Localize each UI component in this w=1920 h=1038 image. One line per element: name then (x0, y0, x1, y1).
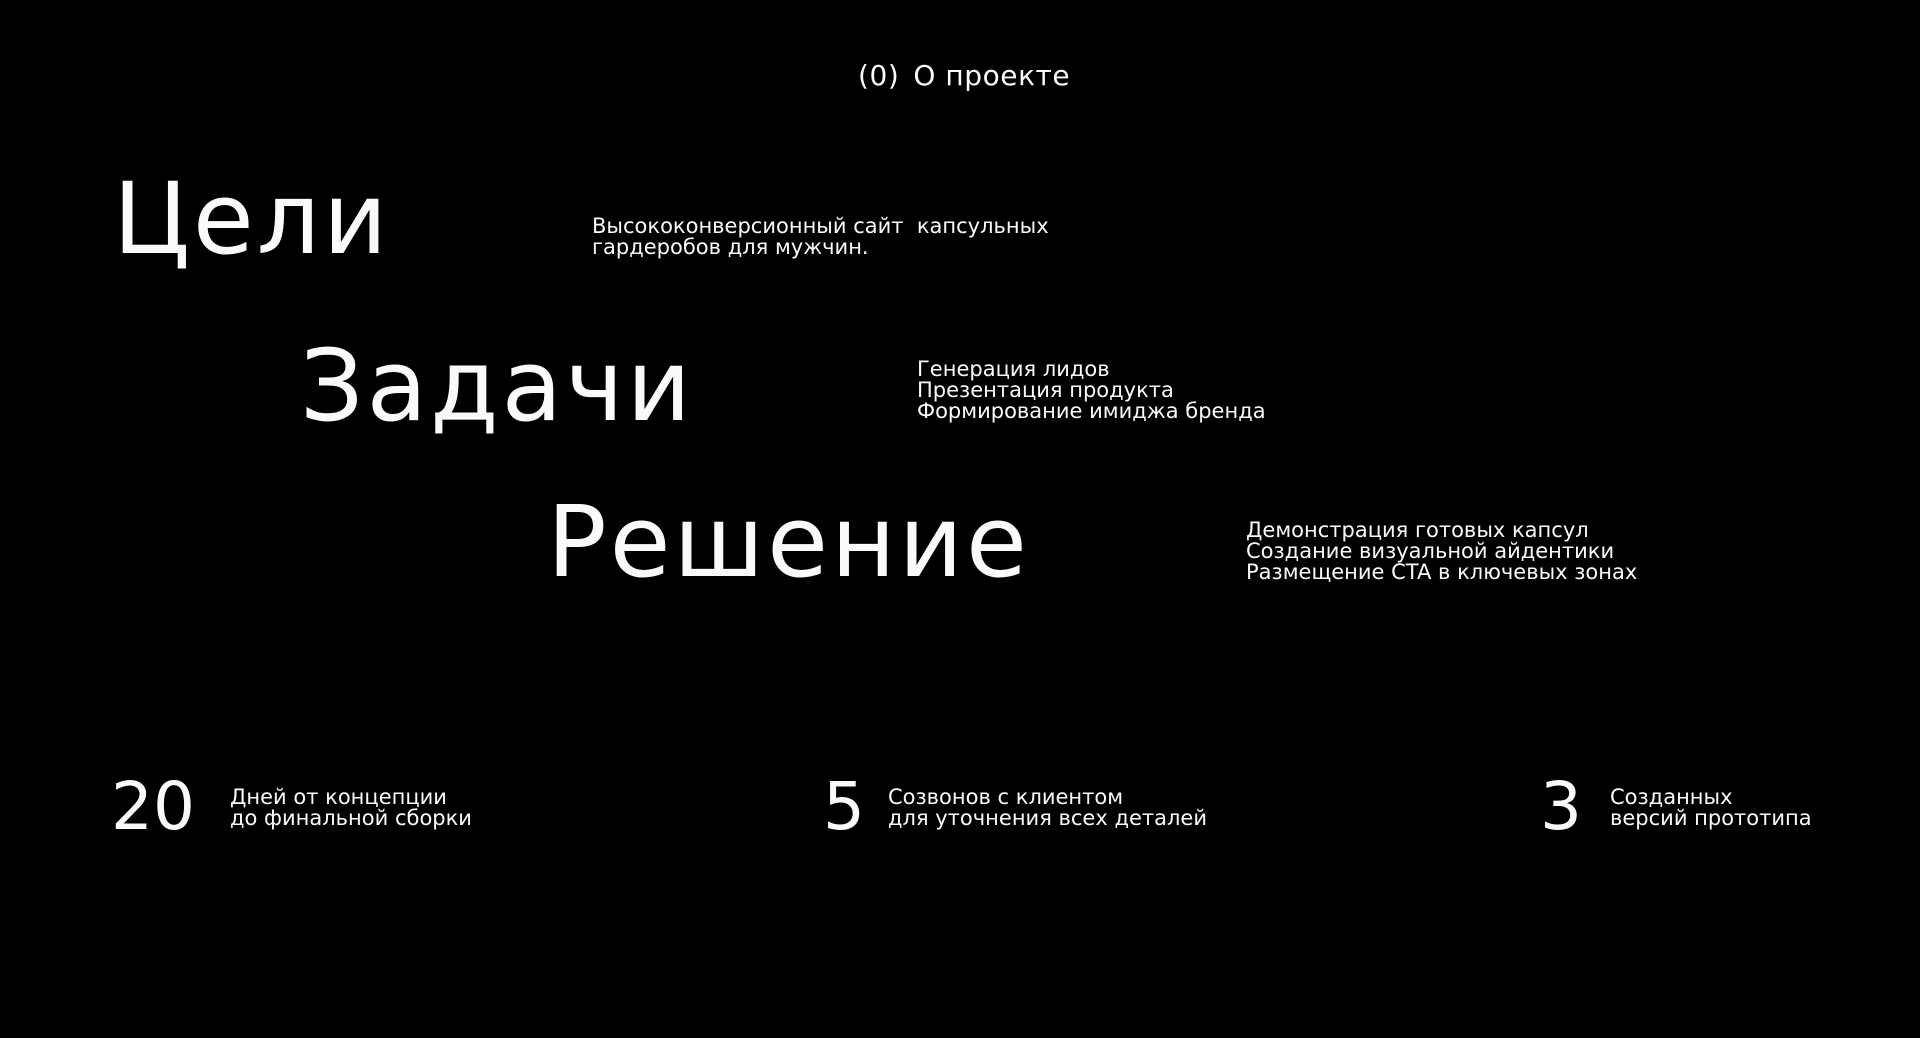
goals-description (592, 216, 1049, 258)
stat-calls-value: 5 (823, 768, 865, 845)
text-line: гардеробов для мужчин. (592, 235, 869, 259)
text-line: Генерация лидов (917, 357, 1110, 381)
stat-prototypes-value: 3 (1540, 768, 1582, 845)
text-line: версий прототипа (1610, 806, 1812, 830)
solution-description (1246, 520, 1637, 583)
heading-solution: Решение (547, 485, 1030, 600)
text-line: Дней от концепции (230, 785, 447, 809)
text-line: Демонстрация готовых капсул (1246, 518, 1589, 542)
slide-header (858, 59, 1070, 92)
text-line: до финальной сборки (230, 806, 472, 830)
text-line: Презентация продукта (917, 378, 1174, 402)
slide-title: О проекте (913, 59, 1071, 92)
text-line: Размещение CTA в ключевых зонах (1246, 560, 1638, 584)
text-line: Создание визуальной айдентики (1246, 539, 1615, 563)
text-line: Созвонов с клиентом (888, 785, 1124, 809)
stat-prototypes-label (1610, 787, 1812, 829)
text-line: Формирование имиджа бренда (917, 399, 1266, 423)
slide-index-badge: (0) (858, 59, 900, 92)
stat-days-value: 20 (111, 768, 195, 845)
stat-days-label (230, 787, 472, 829)
tasks-description (917, 359, 1266, 422)
stat-calls-label (888, 787, 1207, 829)
text-line: для уточнения всех деталей (888, 806, 1207, 830)
heading-goals: Цели (113, 162, 391, 277)
text-line: Высококонверсионный сайт капсульных (592, 214, 1049, 238)
text-line: Созданных (1610, 785, 1733, 809)
heading-tasks: Задачи (300, 329, 694, 444)
